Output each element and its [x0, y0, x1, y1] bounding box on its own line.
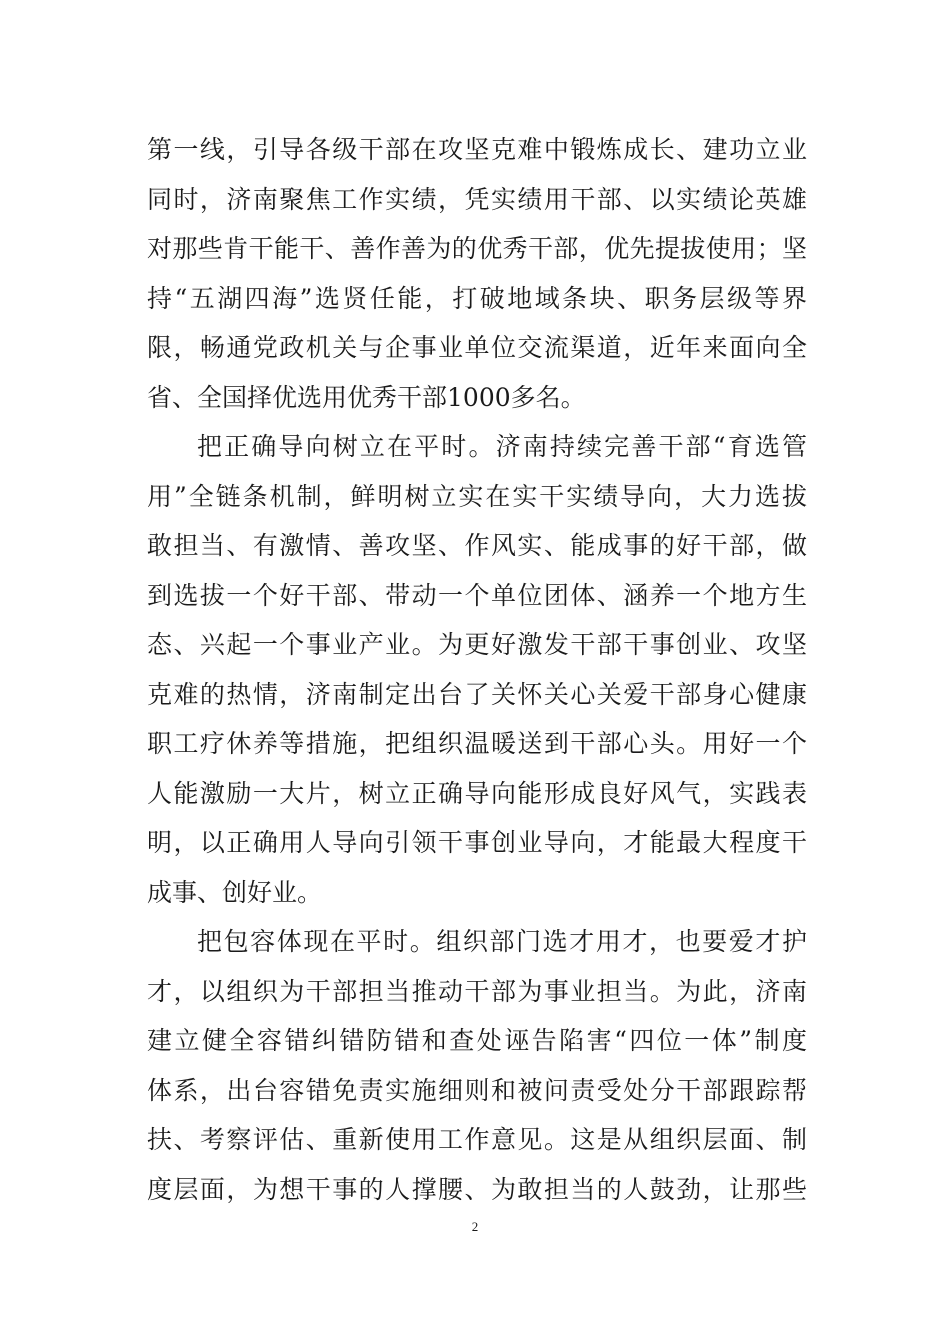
paragraph-1-line-6: 省、全国择优选用优秀干部1000多名。 [147, 382, 586, 412]
body-text [147, 125, 807, 1214]
paragraph-3-line-4: 体系，出台容错免责实施细则和被问责受处分干部跟踪帮 [147, 1075, 807, 1105]
paragraph-1-line-5: 限，畅通党政机关与企事业单位交流渠道，近年来面向全 [147, 333, 807, 362]
paragraph-2-line-7: 职工疗休养等措施，把组织温暖送到干部心头。用好一个 [147, 729, 807, 758]
paragraph-3-line-1: 把包容体现在平时。组织部门选才用才，也要爱才护 [197, 927, 807, 956]
paragraph-1-line-1: 第一线，引导各级干部在攻坚克难中锻炼成长、建功立业 [147, 135, 807, 164]
paragraph-3-line-3: 建立健全容错纠错防错和查处诬告陷害“四位一体”制度 [147, 1026, 807, 1055]
paragraph-2-line-1: 把正确导向树立在平时。济南持续完善干部“育选管 [197, 432, 807, 461]
paragraph-2-line-9: 明，以正确用人导向引领干事创业导向，才能最大程度干 [147, 828, 807, 857]
paragraph-1-line-2: 同时，济南聚焦工作实绩，凭实绩用干部、以实绩论英雄 [147, 184, 807, 214]
paragraph-3-line-6: 度层面，为想干事的人撑腰、为敢担当的人鼓劲，让那些 [147, 1174, 807, 1204]
paragraph-2-line-2: 用”全链条机制，鲜明树立实在实干实绩导向，大力选拔 [147, 481, 807, 511]
paragraph-3-line-2: 才，以组织为干部担当推动干部为事业担当。为此，济南 [147, 976, 807, 1006]
paragraph-3-line-5: 扶、考察评估、重新使用工作意见。这是从组织层面、制 [147, 1125, 807, 1154]
paragraph-2-line-4: 到选拔一个好干部、带动一个单位团体、涵养一个地方生 [147, 580, 807, 610]
paragraph-1-line-3: 对那些肯干能干、善作善为的优秀干部，优先提拔使用；坚 [147, 234, 807, 263]
paragraph-2-line-10: 成事、创好业。 [147, 877, 323, 907]
paragraph-1-line-4: 持“五湖四海”选贤任能，打破地域条块、职务层级等界 [147, 283, 807, 313]
paragraph-2-line-8: 人能激励一大片，树立正确导向能形成良好风气，实践表 [147, 778, 807, 808]
paragraph-2-line-5: 态、兴起一个事业产业。为更好激发干部干事创业、攻坚 [147, 630, 807, 659]
paragraph-2-line-3: 敢担当、有激情、善攻坚、作风实、能成事的好干部，做 [147, 531, 807, 560]
page-number: 2 [471, 1219, 479, 1234]
paragraph-2-line-6: 克难的热情，济南制定出台了关怀关心关爱干部身心健康 [147, 679, 807, 709]
